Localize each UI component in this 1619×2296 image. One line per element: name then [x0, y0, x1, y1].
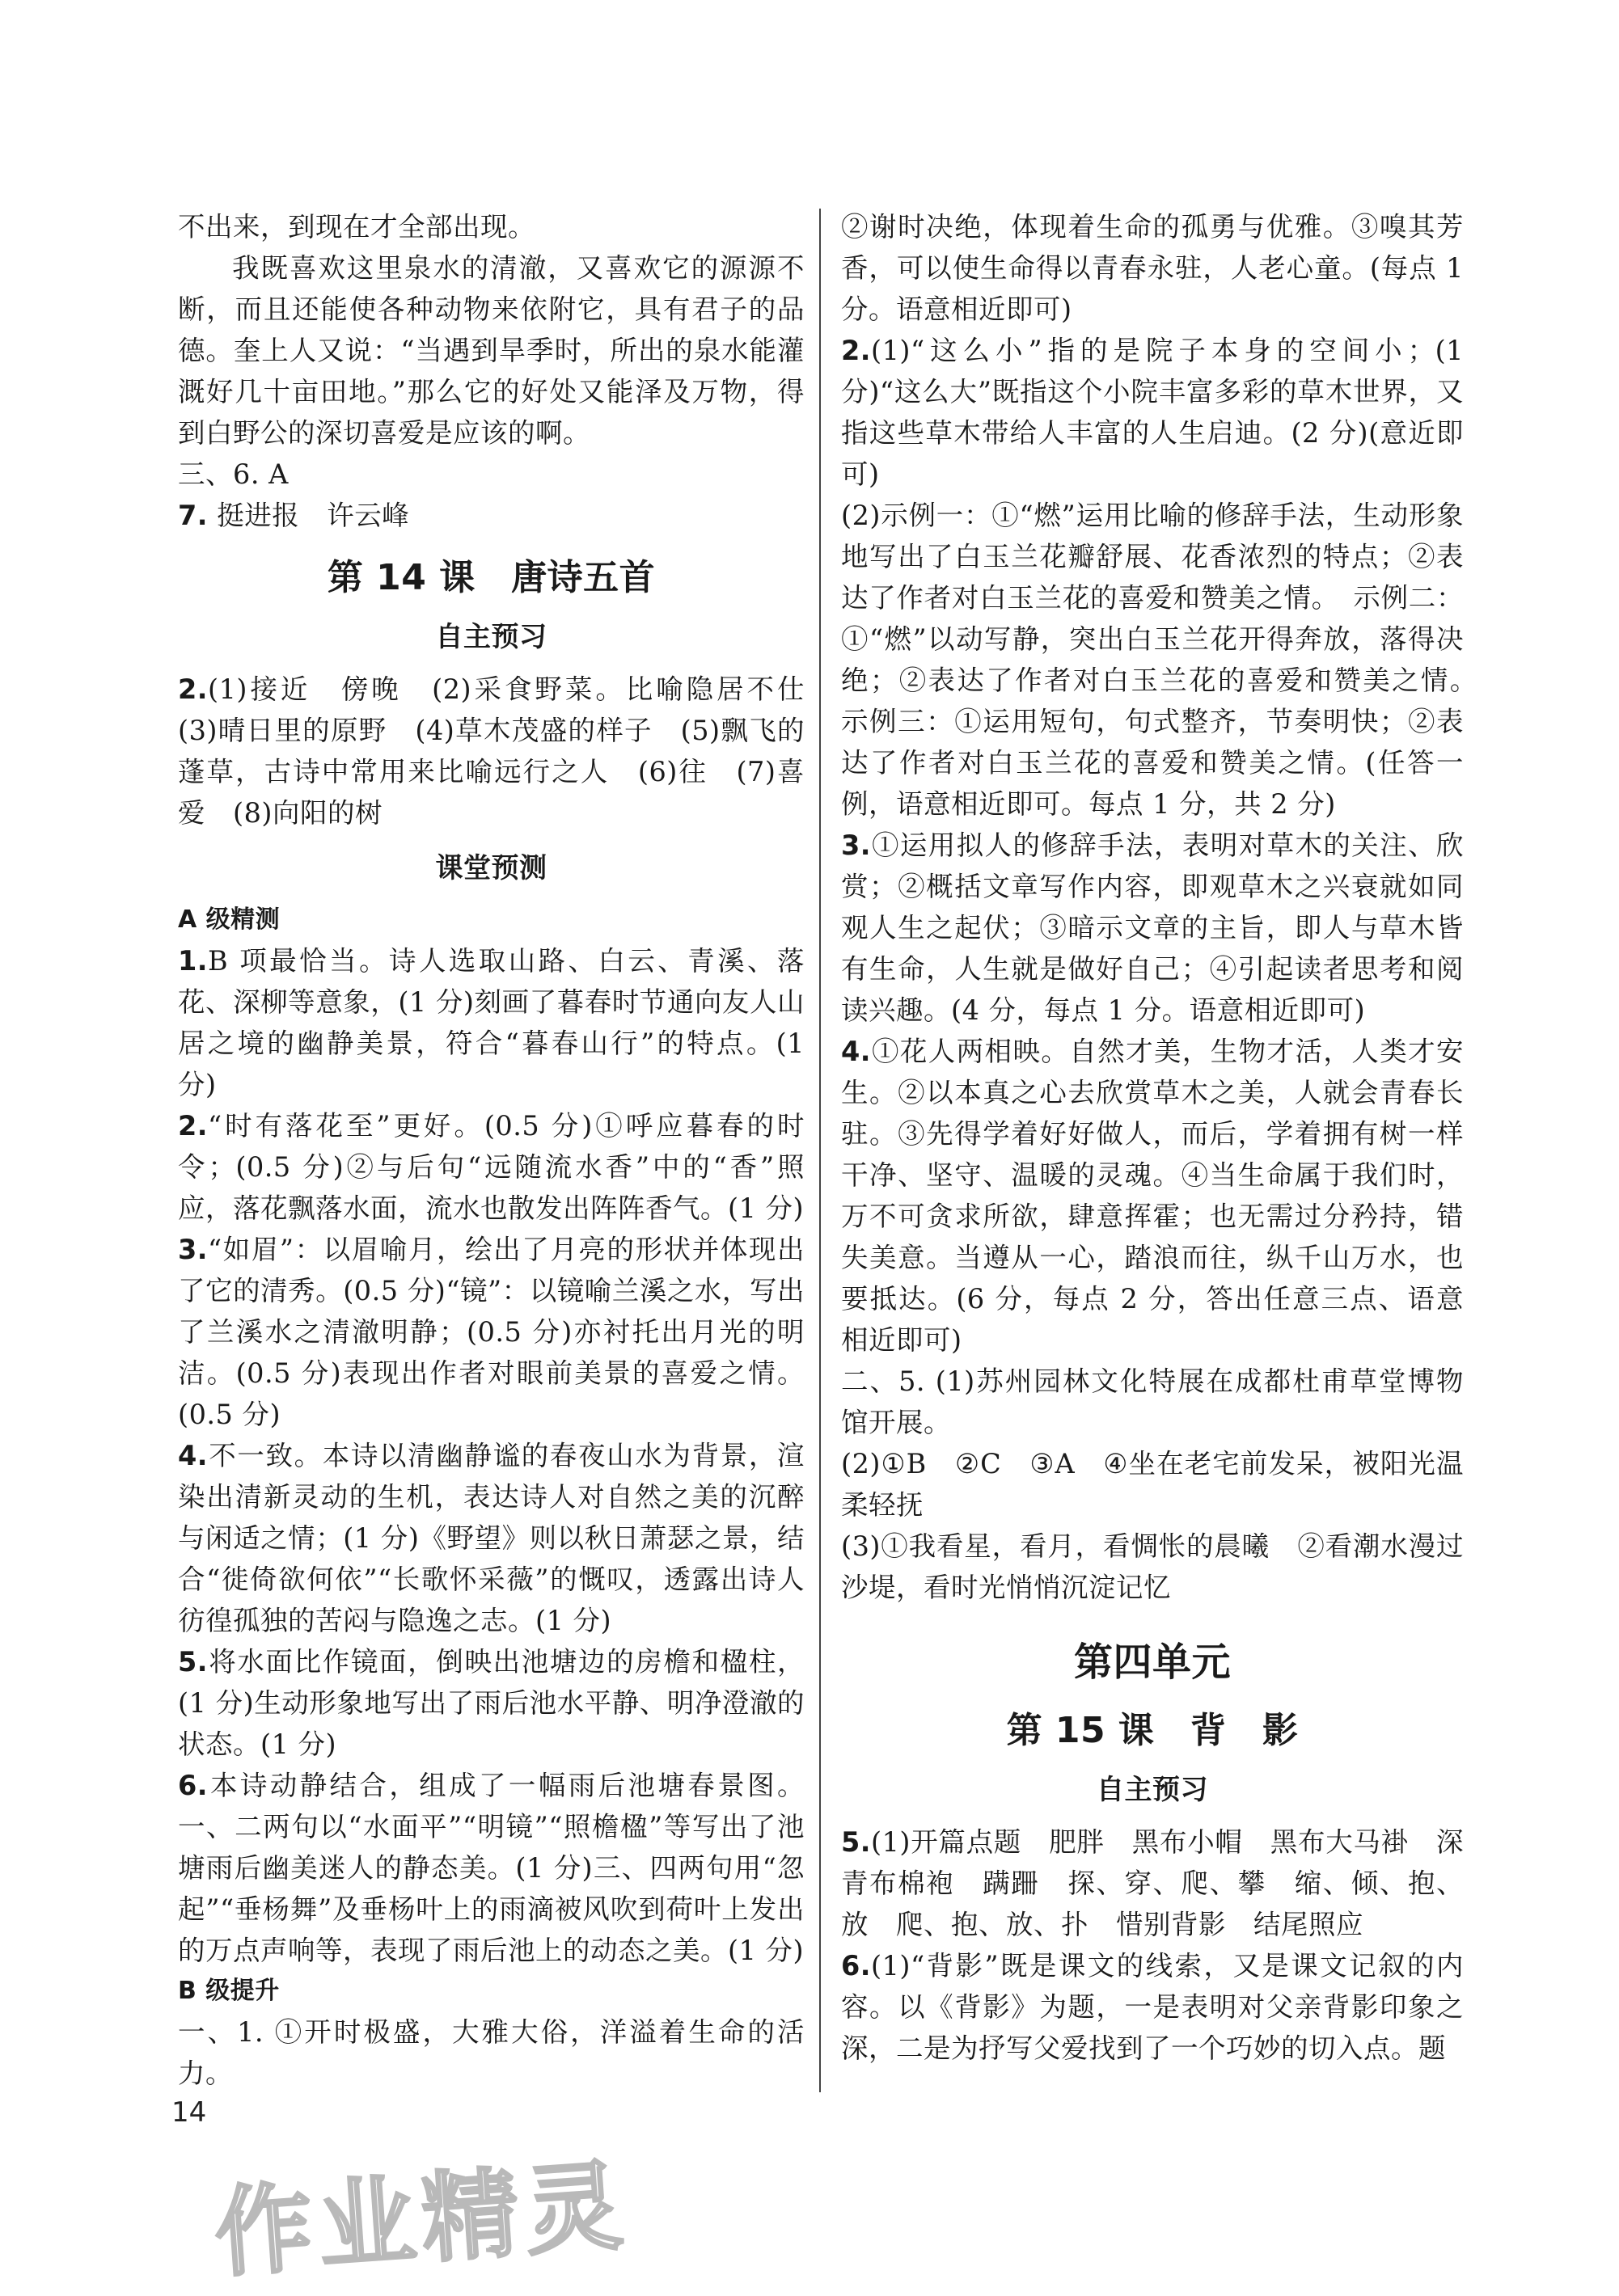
item-number: 2.	[178, 673, 209, 705]
answer-item: 一、1. ①开时极盛，大雅大俗，洋溢着生命的活力。	[178, 2016, 805, 2089]
answer-text: B 项最恰当。诗人选取山路、白云、青溪、落花、深柳等意象，(1 分)刻画了暮春时节通向友人山居之境的幽静美景，符合“暮春山行”的特点。(1 分)	[178, 945, 805, 1100]
item-number: 7.	[178, 500, 209, 531]
answer-text: “如眉”：以眉喻月，绘出了月亮的形状并体现出了它的清秀。(0.5 分)“镜”：以镜喻兰溪之水，写出了兰溪水之清澈明静；(0.5 分)亦衬托出月光的明洁。(0.5 分)表现出作者对眼前美景的喜爱之情。(0.5 分)	[178, 1234, 805, 1430]
answer-item	[178, 1641, 805, 1765]
level-heading: A 级精测	[178, 905, 281, 934]
answer-item	[178, 1435, 805, 1641]
lesson-title: 第 15 课 背 影	[1006, 1710, 1299, 1751]
section-heading: 课堂预测	[435, 852, 547, 884]
answer-item	[178, 1765, 805, 1971]
column-divider	[819, 209, 821, 2092]
answer-item	[841, 330, 1464, 495]
answer-item: (3)①我看星，看月，看惆怅的晨曦 ②看潮水漫过沙堤，看时光悄悄沉淀记忆	[841, 1530, 1464, 1603]
answer-text: (1)“背影”既是课文的线索，又是课文记叙的内容。以《背影》为题，一是表明对父亲背影印象之深，二是为抒写父爱找到了一个巧妙的切入点。题	[841, 1950, 1464, 2064]
paragraph: 不出来，到现在才全部出现。	[178, 211, 535, 243]
answer-text: (1)接近 傍晚 (2)采食野菜。比喻隐居不仕 (3)晴日里的原野 (4)草木茂盛的样子 (5)飘飞的蓬草，古诗中常用来比喻远行之人 (6)往 (7)喜爱 (8)向阳的树	[178, 673, 832, 829]
answer-item: (2)①B ②C ③A ④坐在老宅前发呆，被阳光温柔轻抚	[841, 1448, 1464, 1521]
answer-item	[841, 1821, 1464, 1945]
answer-item	[841, 825, 1464, 1031]
answer-text: “时有落花至”更好。(0.5 分)①呼应暮春的时令；(0.5 分)②与后句“远随流水香”中的“香”照应，落花飘落水面，流水也散发出阵阵香气。(1 分)	[178, 1110, 805, 1224]
item-number: 6.	[178, 1770, 209, 1801]
answer-item: (2)示例一：①“燃”运用比喻的修辞手法，生动形象地写出了白玉兰花瓣舒展、花香浓烈的特点；②表达了作者对白玉兰花的喜爱和赞美之情。 示例二：①“燃”以动写静，突出白玉兰花开得奔放，落得决绝；②表达了作者对白玉兰花的喜爱和赞美之情。 示例三：①运用短句，句式整齐，节奏明快；②表达了作者对白玉兰花的喜爱和赞美之情。(任答一例，语意相近即可。每点 1 分，共 2 分)	[841, 500, 1491, 820]
section-heading: 自主预习	[435, 621, 547, 653]
item-number: 1.	[178, 945, 209, 977]
lesson-title: 第 14 课 唐诗五首	[327, 557, 656, 598]
answer-item	[178, 1229, 805, 1435]
answer-text: (1)“这么小”指的是院子本身的空间小；(1 分)“这么大”既指这个小院丰富多彩的草木世界，又指这些草木带给人丰富的人生启迪。(2 分)(意近即可)	[841, 335, 1464, 490]
answer-item	[841, 1031, 1464, 1361]
answer-text: ①花人两相映。自然才美，生物才活，人类才安生。②以本真之心去欣赏草木之美，人就会青春长驻。③先得学着好好做人，而后，学着拥有树一样干净、坚守、温暖的灵魂。④当生命属于我们时，万不可贪求所欲，肆意挥霍；也无需过分矜持，错失美意。当遵从一心，踏浪而往，纵千山万水，也要抵达。(6 分，每点 2 分，答出任意三点、语意相近即可)	[841, 1036, 1464, 1356]
section-heading: 自主预习	[1097, 1774, 1208, 1806]
page-number: 14	[171, 2096, 207, 2129]
item-number: 5.	[178, 1646, 209, 1678]
watermark-logo: 作业精灵	[211, 2150, 632, 2291]
answer-item	[178, 1105, 805, 1229]
item-number: 2.	[178, 1110, 209, 1142]
answer-text: (1)开篇点题 肥胖 黑布小帽 黑布大马褂 深青布棉袍 蹒跚 探、穿、爬、攀 缩、倾、抱、放 爬、抱、放、扑 惜别背影 结尾照应	[841, 1826, 1464, 1940]
item-number: 6.	[841, 1950, 872, 1982]
answer-item: 二、5. (1)苏州园林文化特展在成都杜甫草堂博物馆开展。	[841, 1365, 1464, 1438]
item-number: 4.	[178, 1440, 209, 1471]
answer-text: 将水面比作镜面，倒映出池塘边的房檐和楹柱，(1 分)生动形象地写出了雨后池水平静、明净澄澈的状态。(1 分)	[178, 1646, 805, 1760]
answer-item: ②谢时决绝，体现着生命的孤勇与优雅。③嗅其芳香，可以使生命得以青春永驻，人老心童。(每点 1 分。语意相近即可)	[841, 211, 1464, 325]
item-number: 5.	[841, 1826, 872, 1858]
answer-text: 挺进报 许云峰	[208, 500, 410, 531]
answer-text: 本诗动静结合，组成了一幅雨后池塘春景图。一、二两句以“水面平”“明镜”“照檐楹”等写出了池塘雨后幽美迷人的静态美。(1 分)三、四两句用“忽起”“垂杨舞”及垂杨叶上的雨滴被风吹到荷叶上发出的万点声响等，表现了雨后池上的动态之美。(1 分)	[178, 1770, 805, 1966]
item-number: 3.	[841, 829, 872, 861]
answer-item	[178, 669, 832, 834]
paragraph: 我既喜欢这里泉水的清澈，又喜欢它的源源不断，而且还能使各种动物来依附它，具有君子的品德。奎上人又说：“当遇到旱季时，所出的泉水能灌溉好几十亩田地。”那么它的好处又能泽及万物，得到白野公的深切喜爱是应该的啊。	[178, 252, 805, 449]
answer-item: 三、6. A	[178, 458, 289, 490]
answer-item	[178, 940, 805, 1105]
answer-text: 不一致。本诗以清幽静谧的春夜山水为背景，渲染出清新灵动的生机，表达诗人对自然之美的沉醉与闲适之情；(1 分)《野望》则以秋日萧瑟之景，结合“徙倚欲何依”“长歌怀采薇”的慨叹，透露出诗人彷徨孤独的苦闷与隐逸之志。(1 分)	[178, 1440, 805, 1636]
level-heading: B 级提升	[178, 1977, 280, 2005]
unit-title: 第四单元	[1073, 1640, 1231, 1685]
item-number: 3.	[178, 1234, 209, 1265]
item-number: 2.	[841, 335, 872, 366]
answer-item	[841, 1945, 1464, 2069]
answer-item	[178, 495, 805, 536]
right-column	[841, 206, 1491, 2069]
item-number: 4.	[841, 1036, 872, 1067]
answer-text: ①运用拟人的修辞手法，表明对草木的关注、欣赏；②概括文章写作内容，即观草木之兴衰就如同观人生之起伏；③暗示文章的主旨，即人与草木皆有生命，人生就是做好自己；④引起读者思考和阅读兴趣。(4 分，每点 1 分。语意相近即可)	[841, 829, 1464, 1026]
left-column	[178, 206, 832, 2094]
